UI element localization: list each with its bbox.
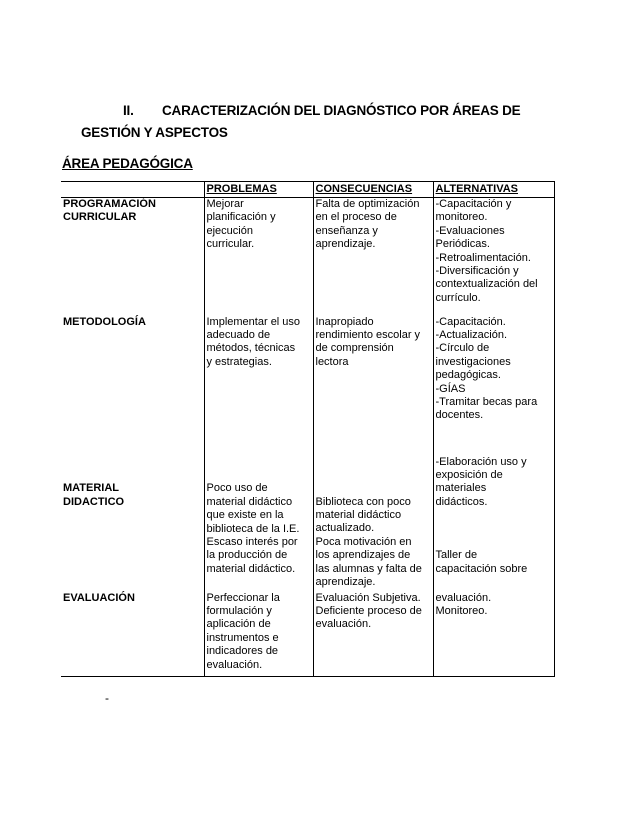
text-line: -Evaluaciones: [435, 224, 505, 237]
text-line: ejecución: [206, 224, 253, 237]
text-line: instrumentos e: [206, 631, 279, 644]
text-line: pedagógicas.: [435, 369, 501, 382]
text-line: Escaso interés por: [206, 535, 298, 548]
header-empty: [61, 182, 204, 198]
consequences-cell: [313, 456, 433, 592]
text-line: Falta de optimización: [315, 198, 420, 210]
text-line: -GÍAS: [435, 382, 466, 395]
area-title: ÁREA PEDAGÓGICA: [62, 156, 193, 171]
text-line: Evaluación Subjetiva.: [315, 591, 421, 604]
text-line: exposición de: [435, 468, 503, 481]
header-problemas: PROBLEMAS: [204, 182, 313, 198]
text-line: evaluación.: [435, 591, 492, 604]
text-line: material didáctico: [315, 509, 402, 522]
header-consecuencias: CONSECUENCIAS: [313, 182, 433, 198]
text-line: formulación y: [206, 604, 272, 617]
consequences-cell: [313, 592, 433, 677]
text-line: Mejorar: [206, 198, 244, 210]
table-row: [61, 198, 554, 316]
text-line: -Elaboración uso y: [435, 455, 527, 468]
text-line: didácticos.: [435, 495, 488, 508]
text-line: material didáctico.: [206, 562, 296, 575]
text-line: Deficiente proceso de: [315, 604, 422, 617]
text-line: Perfeccionar la: [206, 591, 280, 604]
category-line: EVALUACIÓN: [63, 591, 135, 604]
text-line: material didáctico: [206, 495, 293, 508]
text-line: Periódicas.: [435, 238, 490, 251]
table-row: [61, 456, 554, 592]
text-line: Poco uso de: [206, 482, 268, 495]
text-line: actualizado.: [315, 522, 375, 535]
category-cell: [61, 456, 204, 592]
diagnosis-table: [61, 181, 555, 677]
text-line: -Tramitar becas para: [435, 395, 538, 408]
category-line: MATERIAL: [63, 482, 120, 495]
text-line: los aprendizajes de: [315, 549, 411, 562]
footer-mark: -: [105, 691, 109, 705]
text-line: currículo.: [435, 291, 481, 304]
category-cell: [61, 198, 204, 316]
text-line: planificación y: [206, 211, 276, 224]
header-alternativas: ALTERNATIVAS: [433, 182, 554, 198]
problems-cell: [204, 198, 313, 316]
section-title-line1: CARACTERIZACIÓN DEL DIAGNÓSTICO POR ÁREAS DE: [162, 103, 521, 118]
consequences-cell: [313, 316, 433, 456]
text-line: Inapropiado: [315, 315, 374, 328]
category-line: METODOLOGÍA: [63, 315, 146, 328]
text-line: adecuado de: [206, 328, 271, 341]
text-line: aprendizaje.: [315, 238, 376, 251]
text-line: aplicación de: [206, 618, 271, 631]
text-line: Implementar el uso: [206, 315, 301, 328]
problems-cell: [204, 316, 313, 456]
text-line: materiales: [435, 482, 487, 495]
text-line: capacitación sobre: [435, 562, 528, 575]
text-line: monitoreo.: [435, 211, 488, 224]
text-line: Biblioteca con poco: [315, 495, 411, 508]
text-line: las alumnas y falta de: [315, 562, 422, 575]
text-line: de comprensión: [315, 342, 394, 355]
text-line: que existe en la: [206, 509, 284, 522]
alternatives-cell: [433, 456, 554, 592]
text-line: lectora: [315, 355, 349, 368]
text-line: -Actualización.: [435, 328, 508, 341]
text-line: Poca motivación en: [315, 535, 412, 548]
consequences-cell: [313, 198, 433, 316]
text-line: evaluación.: [206, 658, 263, 671]
text-line: Taller de: [435, 549, 478, 562]
section-number: II.: [123, 103, 134, 118]
category-line: CURRICULAR: [63, 211, 137, 224]
text-line: rendimiento escolar y: [315, 328, 421, 341]
text-line: métodos, técnicas: [206, 342, 296, 355]
text-line: -Capacitación y: [435, 198, 512, 210]
text-line: enseñanza y: [315, 224, 378, 237]
category-line: PROGRAMACIÓN: [63, 198, 156, 210]
text-line: biblioteca de la I.E.: [206, 522, 300, 535]
text-line: en el proceso de: [315, 211, 397, 224]
text-line: Monitoreo.: [435, 604, 488, 617]
alternatives-cell: [433, 592, 554, 677]
text-line: evaluación.: [315, 618, 372, 631]
text-line: aprendizaje.: [315, 576, 376, 589]
text-line: -Capacitación.: [435, 315, 506, 328]
text-line: docentes.: [435, 409, 484, 422]
text-line: -Círculo de: [435, 342, 490, 355]
text-line: contextualización del: [435, 278, 538, 291]
problems-cell: [204, 592, 313, 677]
table-row: [61, 592, 554, 677]
text-line: investigaciones: [435, 355, 511, 368]
text-line: -Retroalimentación.: [435, 251, 531, 264]
category-cell: [61, 316, 204, 456]
text-line: y estrategias.: [206, 355, 272, 368]
text-line: curricular.: [206, 238, 255, 251]
category-line: DIDACTICO: [63, 495, 125, 508]
text-line: -Diversificación y: [435, 265, 519, 278]
table-row: [61, 316, 554, 456]
text-line: la producción de: [206, 549, 288, 562]
table-header-row: [61, 182, 554, 198]
alternatives-cell: [433, 316, 554, 456]
section-title-line2: GESTIÓN Y ASPECTOS: [81, 125, 228, 140]
problems-cell: [204, 456, 313, 592]
category-cell: [61, 592, 204, 677]
text-line: indicadores de: [206, 645, 279, 658]
alternatives-cell: [433, 198, 554, 316]
